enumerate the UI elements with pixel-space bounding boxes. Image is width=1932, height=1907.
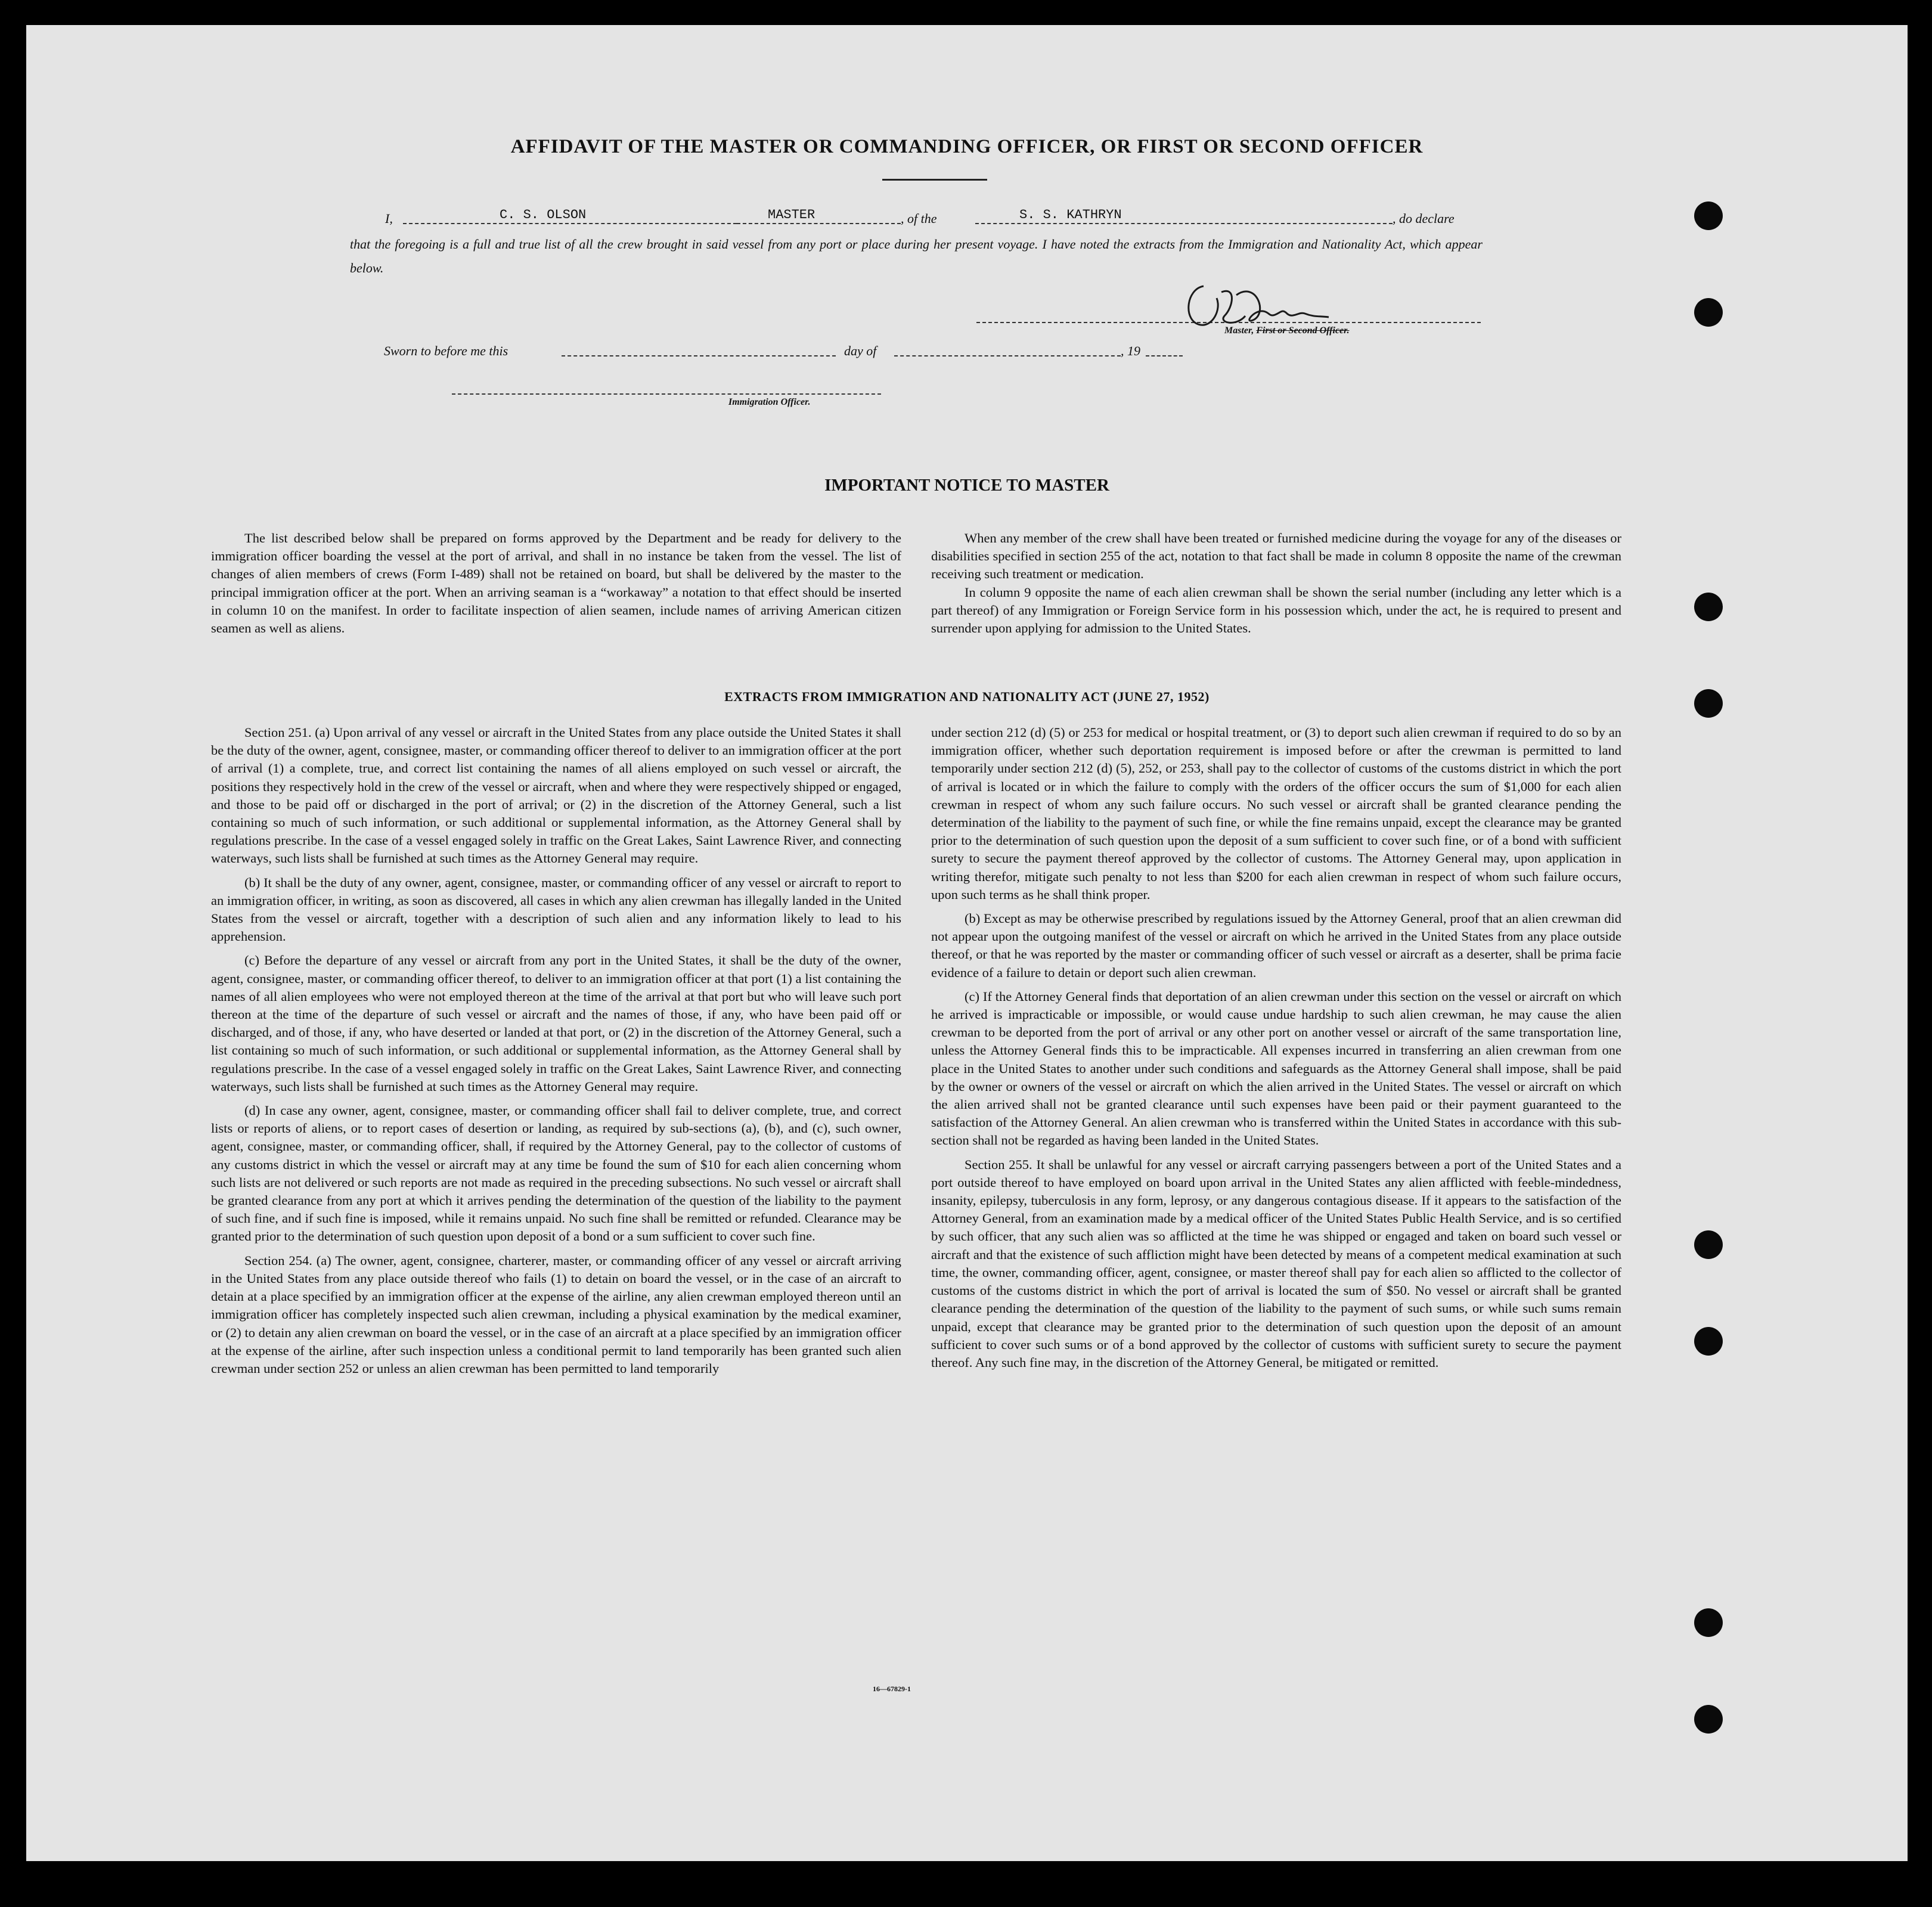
- signature-caption: [1224, 325, 1350, 336]
- section-254a-continued: under section 212 (d) (5) or 253 for medical or hospital treatment, or (3) to deport such alien crewman if required to do so by an immigration officer, whether such deportation requirement is imposed before or after the crewman is permitted to land temporarily under section 212 (d) (5), 252, or 253, shall pay to the collector of customs of the customs district in which the port of arrival is located or in which the failure to comply with the orders of the officer occurs the sum of $1,000 for each alien crewman in respect of whom any such failure occurs. No such vessel or aircraft shall be granted clearance pending the determination of the liability to the payment of such fine, or while the fine remains unpaid, except the clearance may be granted prior to the determination of such question upon the deposit of a sum sufficient to cover such fine, or of a bond with sufficient surety to secure the payment thereof approved by the collector of customs. The Attorney General may, upon application in writing therefor, mitigate such penalty to not less than $200 for each alien crewman in respect of whom such failure occurs, upon such terms as he shall think proper.: [931, 725, 1621, 902]
- name-value: C. S. OLSON: [500, 207, 587, 222]
- sworn-date-field[interactable]: [562, 340, 836, 356]
- section-254a: Section 254. (a) The owner, agent, consignee, charterer, master, or commanding officer of any vessel or aircraft arriving in the United States from any place outside thereof who fails (1) to detain on board the vessel, or in the case of an aircraft to detain at a place specified by an immigration officer at the expense of the airline, any alien crewman employed thereon until an immigration officer has completely inspected such alien crewman, including a physical examination by the medical examiner, or (2) to detain any alien crewman on board the vessel, or in the case of an aircraft at a place specified by an immigration officer at the expense of the airline, after such inspection unless a conditional permit to land temporarily has been granted such alien crewman under section 252 or unless an alien crewman has been permitted to land temporarily: [211, 1252, 901, 1376]
- declaration-text: that the foregoing is a full and true list of all the crew brought in said vessel from any port or place during her present voyage. I have noted the extracts from the Immigration and Nationality Act, which appear below.: [350, 237, 1483, 275]
- sworn-year-field[interactable]: [1146, 340, 1183, 356]
- document-page: [26, 25, 1908, 1861]
- binder-hole: [1694, 1230, 1723, 1259]
- i-label: I,: [385, 211, 393, 226]
- do-declare-label: , do declare: [1393, 211, 1455, 226]
- notice-right-column: [931, 529, 1621, 643]
- sworn-label: Sworn to before me this: [384, 343, 508, 358]
- extracts-left-column: [211, 724, 901, 1384]
- immigration-officer-caption: Immigration Officer.: [728, 397, 811, 407]
- notice-left-paragraph: The list described below shall be prepared on forms approved by the Department and be ready for delivery to the immigration officer boarding the vessel at the port of arrival, and shall in no instance be taken from the vessel. The list of changes of alien members of crews (Form I-489) shall not be retained on board, but shall be delivered by the master to the principal immigration officer at the port. When an arriving seaman is a “workaway” a notation to that effect should be inserted in column 10 on the manifest. In order to facilitate inspection of alien seamen, include names of arriving American citizen seamen as well as aliens.: [211, 531, 901, 636]
- section-254c: (c) If the Attorney General finds that deportation of an alien crewman under this section on the vessel or aircraft on which he arrived is impracticable or impossible, or would cause undue hardship to such alien crewman, he may cause the alien crewman to be deported from the port of arrival or any other port on another vessel or aircraft of the same transportation line, unless the Attorney General finds this to be impracticable. All expenses incurred in transferring an alien crewman from one place in the United States to another under such conditions and safeguards as the Attorney General shall impose, shall be paid by the owner or owners of the vessel or aircraft on which the alien arrived in the United States. The vessel or aircraft on which the alien arrived shall not be granted clearance until such expenses have been paid or their payment guaranteed to the satisfaction of the Attorney General. An alien crewman who is transferred within the United States in accordance with this sub-section shall not be regarded as having been landed in the United States.: [931, 988, 1621, 1148]
- year-label: , 19: [1121, 343, 1140, 358]
- form-code: 16—67829-1: [873, 1685, 911, 1693]
- section-251b: (b) It shall be the duty of any owner, agent, consignee, master, or commanding officer of any vessel or aircraft to report to an immigration officer, in writing, as soon as discovered, all cases in which any alien crewman has illegally landed in the United States from the vessel or aircraft, together with a description of such alien and any information likely to lead to his apprehension.: [211, 875, 901, 944]
- of-the-label: , of the: [901, 211, 937, 226]
- day-of-label: day of: [844, 343, 877, 358]
- section-251d: (d) In case any owner, agent, consignee, master, or commanding officer shall fail to deliver complete, true, and correct lists or reports of aliens, or to report cases of desertion or landing, as required by sub-sections (a), (b), and (c), such owner, agent, consignee, master, or commanding officer, shall, if required by the Attorney General, pay to the collector of customs of any customs district in which the vessel or aircraft may at any time be found the sum of $10 for each alien concerning whom such lists are not delivered or such reports are not made as required in the preceding subsections. No such vessel or aircraft shall be granted clearance from any port at which it arrives pending the determination of the question of the liability to the payment of such fine, and if such fine is imposed, while it remains unpaid. No such fine shall be remitted or refunded. Clearance may be granted prior to the determination of such question upon deposit of a bond or a sum sufficient to cover such fine.: [211, 1103, 901, 1244]
- binder-hole: [1694, 1327, 1723, 1356]
- notice-right-paragraph-2: In column 9 opposite the name of each alien crewman shall be shown the serial number (including any letter which is a part thereof) of any Immigration or Foreign Service form in his possession which, under the act, he is required to present and surrender upon applying for admission to the United States.: [931, 584, 1621, 636]
- binder-hole: [1694, 298, 1723, 327]
- notice-right-paragraph-1: When any member of the crew shall have been treated or furnished medicine during the voyage for any of the diseases or disabilities specified in section 255 of the act, notation to that fact shall be made in column 8 opposite the name of the crewman receiving such treatment or medication.: [931, 531, 1621, 582]
- binder-hole: [1694, 201, 1723, 230]
- title-divider: [882, 179, 987, 181]
- sworn-month-field[interactable]: [894, 340, 1121, 356]
- affidavit-title: AFFIDAVIT OF THE MASTER OR COMMANDING OFFICER, OR FIRST OR SECOND OFFICER: [510, 136, 1424, 157]
- rank-field[interactable]: [737, 207, 901, 224]
- vessel-field[interactable]: [975, 207, 1393, 224]
- caption-master: Master,: [1224, 325, 1254, 336]
- binder-hole: [1694, 1705, 1723, 1734]
- extracts-heading: EXTRACTS FROM IMMIGRATION AND NATIONALITY ACT (JUNE 27, 1952): [724, 689, 1210, 704]
- caption-struck-officer: First or Second Officer.: [1256, 325, 1350, 336]
- section-251c: (c) Before the departure of any vessel or aircraft from any port in the United States, it shall be the duty of the owner, agent, consignee, master, or commanding officer thereof, to deliver to an immigration officer at that port (1) a list containing the names of all alien employees who were not employed thereon at the time of the arrival at that port but who will leave such port thereon at the time of the departure of such vessel or aircraft and the names of those, if any, who have been paid off or discharged, and of those, if any, who have deserted or landed at that port, or (2) in the discretion of the Attorney General, such a list containing so much of such information, or such additional or supplemental information, as the Attorney General shall by regulations prescribe. In the case of a vessel engaged solely in traffic on the Great Lakes, Saint Lawrence River, and connecting waterways, such lists shall be furnished at such times as the Attorney General may require.: [211, 953, 901, 1094]
- binder-hole: [1694, 1608, 1723, 1637]
- name-field[interactable]: [403, 207, 737, 224]
- section-254b: (b) Except as may be otherwise prescribed by regulations issued by the Attorney General, proof that an alien crewman did not appear upon the outgoing manifest of the vessel or aircraft on which he arrived in the United States from any place outside thereof, or that he was reported by the master or commanding officer of such vessel or aircraft as a deserter, shall be prima facie evidence of a failure to detain or deport such alien crewman.: [931, 911, 1621, 980]
- immigration-officer-line[interactable]: [452, 392, 881, 395]
- notice-heading: IMPORTANT NOTICE TO MASTER: [824, 476, 1109, 495]
- notice-left-column: [211, 529, 901, 643]
- binder-hole: [1694, 593, 1723, 621]
- section-251a: Section 251. (a) Upon arrival of any vessel or aircraft in the United States from any place outside the United States it shall be the duty of the owner, agent, consignee, master, or commanding officer thereof to deliver to an immigration officer at the port of arrival (1) a complete, true, and correct list containing the names of all aliens employed on such vessel or aircraft, the positions they respectively hold in the crew of the vessel or aircraft, when and where they were respectively shipped or engaged, and those to be paid off or discharged in the port of arrival; or (2) in the discretion of the Attorney General, such a list containing so much of such information, or such additional or supplemental information, as the Attorney General shall by regulations prescribe. In the case of a vessel engaged solely in traffic on the Great Lakes, Saint Lawrence River, and connecting waterways, such lists shall be furnished at such times as the Attorney General may require.: [211, 725, 901, 866]
- vessel-value: S. S. KATHRYN: [1019, 207, 1122, 222]
- section-255: Section 255. It shall be unlawful for any vessel or aircraft carrying passengers between a port of the United States and a port outside thereof to have employed on board upon arrival in the United States any alien afflicted with feeble-mindedness, insanity, epilepsy, tuberculosis in any form, leprosy, or any dangerous contagious disease. If it appears to the satisfaction of the Attorney General, from an examination made by a medical officer of the United States Public Health Service, and is so certified by such officer, that any such alien was so afflicted at the time he was shipped or engaged and taken on board such vessel or aircraft and that the existence of such affliction might have been detected by means of a competent medical examination at such time, the owner, commanding officer, agent, consignee, or master thereof shall pay for each alien so afflicted to the collector of customs of the customs district in which the port of arrival is located the sum of $50. No vessel or aircraft shall be granted clearance pending the determination of the question of the liability to the payment of such sums, or while such sums remain unpaid, except that clearance may be granted prior to the determination of such question upon the deposit of an amount sufficient to cover such sums or of a bond approved by the collector of customs with sufficient surety to secure the payment thereof. Any such fine may, in the discretion of the Attorney General, be mitigated or remitted.: [931, 1156, 1621, 1370]
- extracts-right-column: [931, 724, 1621, 1378]
- rank-value: MASTER: [768, 207, 815, 222]
